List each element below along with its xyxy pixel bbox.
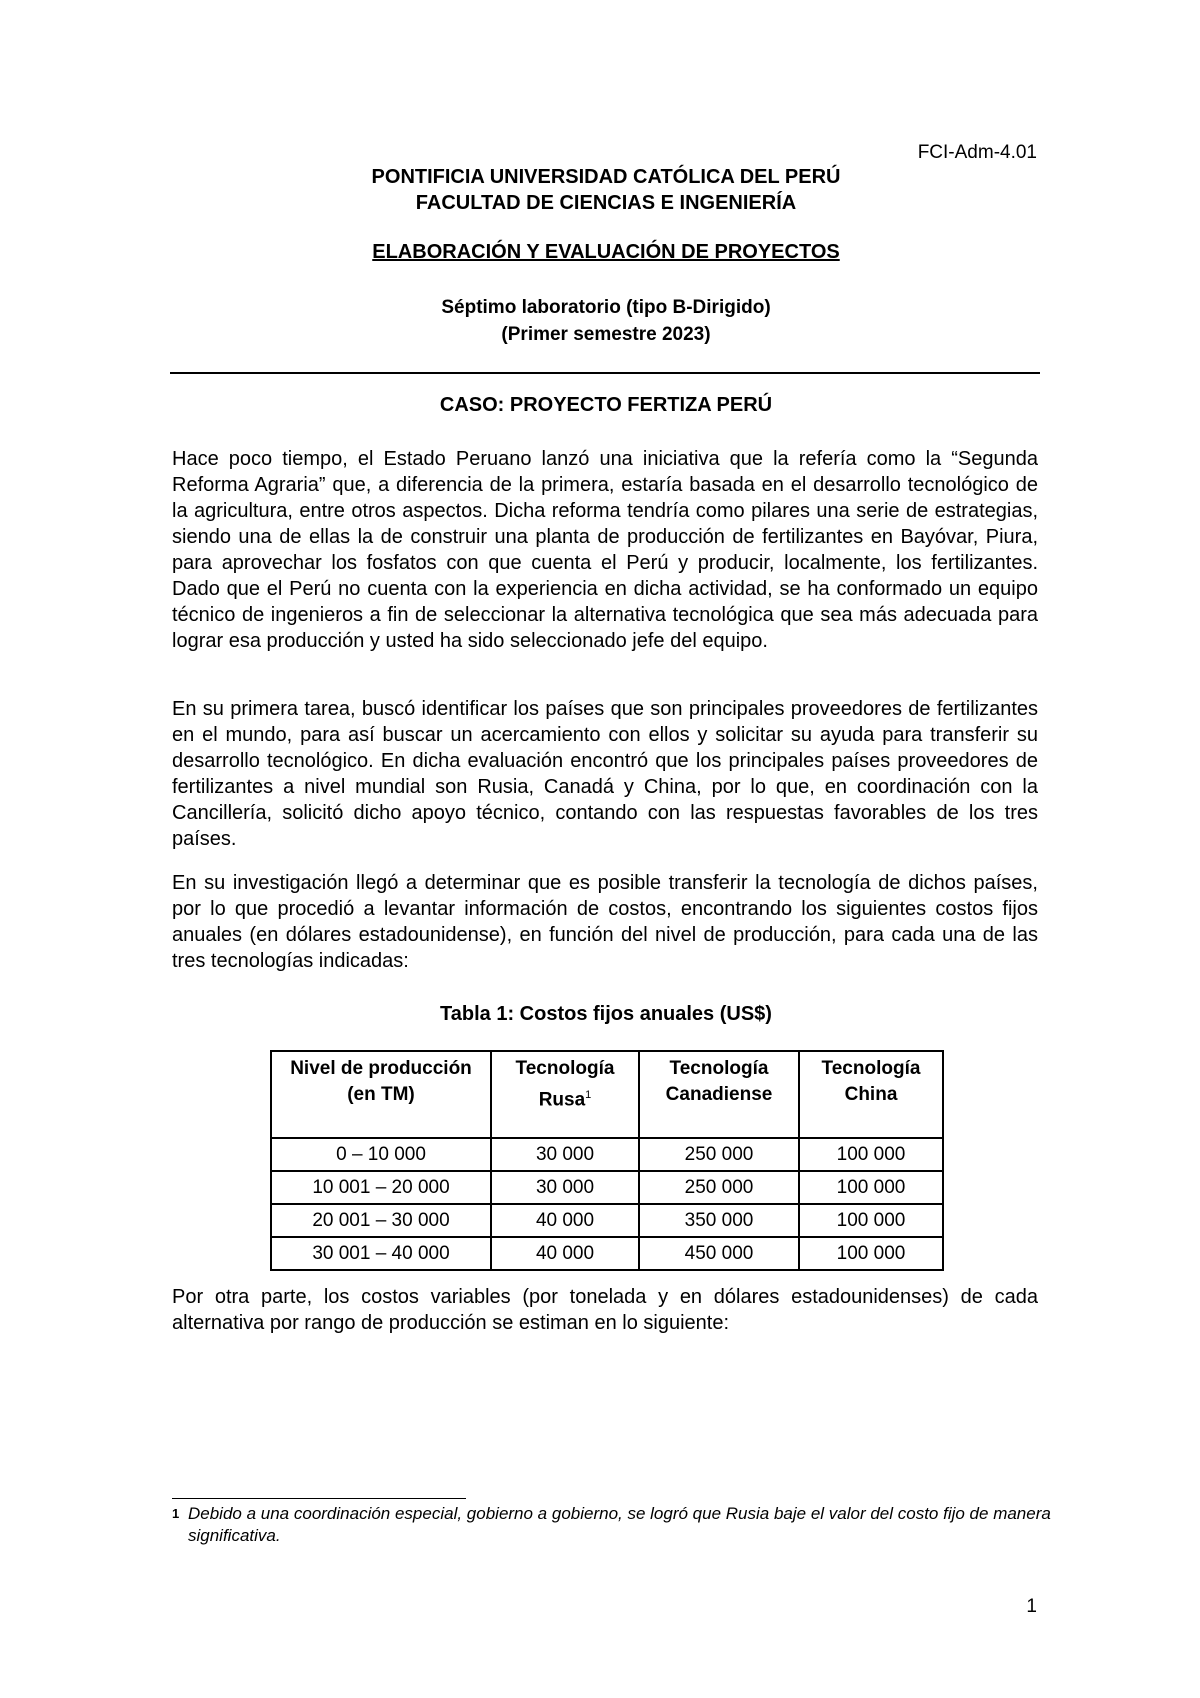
lab-semester: (Primer semestre 2023) (501, 324, 711, 345)
document-code: FCI-Adm-4.01 (917, 142, 1037, 163)
header-divider (170, 372, 1040, 374)
lab-info (172, 294, 1040, 348)
footnote-divider (172, 1498, 466, 1499)
table-cell: 250 000 (639, 1171, 799, 1204)
document-header (172, 164, 1040, 216)
table-cell: 10 001 – 20 000 (271, 1171, 491, 1204)
fixed-costs-table (270, 1050, 944, 1271)
course-title: ELABORACIÓN Y EVALUACIÓN DE PROYECTOS (372, 241, 840, 263)
paragraph-first-task: En su primera tarea, buscó identificar los países que son principales proveedores de fertilizantes en el mundo, para así buscar un acercamiento con ellos y solicitar su ayuda para transferir su desarrollo tecnológico. En dicha evaluación encontró que los principales países proveedores de fertilizantes a nivel mundial son Rusia, Canadá y China, por lo que, en coordinación con la Cancillería, solicitó dicho apoyo técnico, contando con las respuestas favorables de los tres países. (172, 698, 1038, 850)
case-title: CASO: PROYECTO FERTIZA PERÚ (439, 394, 773, 416)
table-cell: 250 000 (639, 1138, 799, 1171)
footnote-text: Debido a una coordinación especial, gobierno a gobierno, se logró que Rusia baje el valor del costo fijo de manera significativa. (188, 1504, 1051, 1545)
table-cell: 100 000 (799, 1204, 943, 1237)
header-production-level: Nivel de producción (en TM) (271, 1051, 491, 1138)
footnote (172, 1503, 1056, 1547)
table-cell: 450 000 (639, 1237, 799, 1270)
table-cell: 350 000 (639, 1204, 799, 1237)
paragraph-intro: Hace poco tiempo, el Estado Peruano lanzó una iniciativa que la refería como la “Segunda Reforma Agraria” que, a diferencia de la primera, estaría basada en el desarrollo tecnológico de la agricultura, entre otros aspectos. Dicha reforma tendría como pilares una serie de estrategias, siendo una de ellas la de construir una planta de producción de fertilizantes en Bayóvar, Piura, para aprovechar los fosfatos con que cuenta el Perú y producir, localmente, los fertilizantes. Dado que el Perú no cuenta con la experiencia en dicha actividad, se ha conformado un equipo técnico de ingenieros a fin de seleccionar la alternativa tecnológica que sea más adecuada para lograr esa producción y usted ha sido seleccionado jefe del equipo. (172, 448, 1038, 652)
table-row (271, 1138, 943, 1171)
header-russian-tech-label: Tecnología Rusa (515, 1058, 615, 1111)
paragraph-investigation: En su investigación llegó a determinar que es posible transferir la tecnología de dichos países, por lo que procedió a levantar información de costos, encontrando los siguientes costos fijos anuales (en dólares estadounidense), en función del nivel de producción, para cada una de las tres tecnologías indicadas: (172, 872, 1038, 972)
page-number: 1 (1026, 1596, 1037, 1617)
table-header-row (271, 1051, 943, 1138)
table-row (271, 1237, 943, 1270)
table-cell: 0 – 10 000 (271, 1138, 491, 1171)
header-chinese-tech: Tecnología China (799, 1051, 943, 1138)
table-cell: 100 000 (799, 1138, 943, 1171)
table-cell: 30 001 – 40 000 (271, 1237, 491, 1270)
lab-title: Séptimo laboratorio (tipo B-Dirigido) (441, 297, 771, 318)
university-name: PONTIFICIA UNIVERSIDAD CATÓLICA DEL PERÚ (371, 166, 841, 188)
footnote-reference: 1 (585, 1089, 592, 1101)
table-cell: 100 000 (799, 1171, 943, 1204)
table-cell: 40 000 (491, 1237, 639, 1270)
faculty-name: FACULTAD DE CIENCIAS E INGENIERÍA (415, 192, 797, 214)
paragraph-variable-costs: Por otra parte, los costos variables (por tonelada y en dólares estadounidenses) de cada alternativa por rango de producción se estiman en lo siguiente: (172, 1286, 1038, 1334)
table-title: Tabla 1: Costos fijos anuales (US$) (440, 1003, 772, 1025)
footnote-mark: 1 (172, 1506, 180, 1521)
table-cell: 40 000 (491, 1204, 639, 1237)
table-cell: 30 000 (491, 1138, 639, 1171)
header-canadian-tech: Tecnología Canadiense (639, 1051, 799, 1138)
header-russian-tech (491, 1051, 639, 1138)
table-cell: 30 000 (491, 1171, 639, 1204)
table-row (271, 1171, 943, 1204)
table-cell: 20 001 – 30 000 (271, 1204, 491, 1237)
table-row (271, 1204, 943, 1237)
table-cell: 100 000 (799, 1237, 943, 1270)
